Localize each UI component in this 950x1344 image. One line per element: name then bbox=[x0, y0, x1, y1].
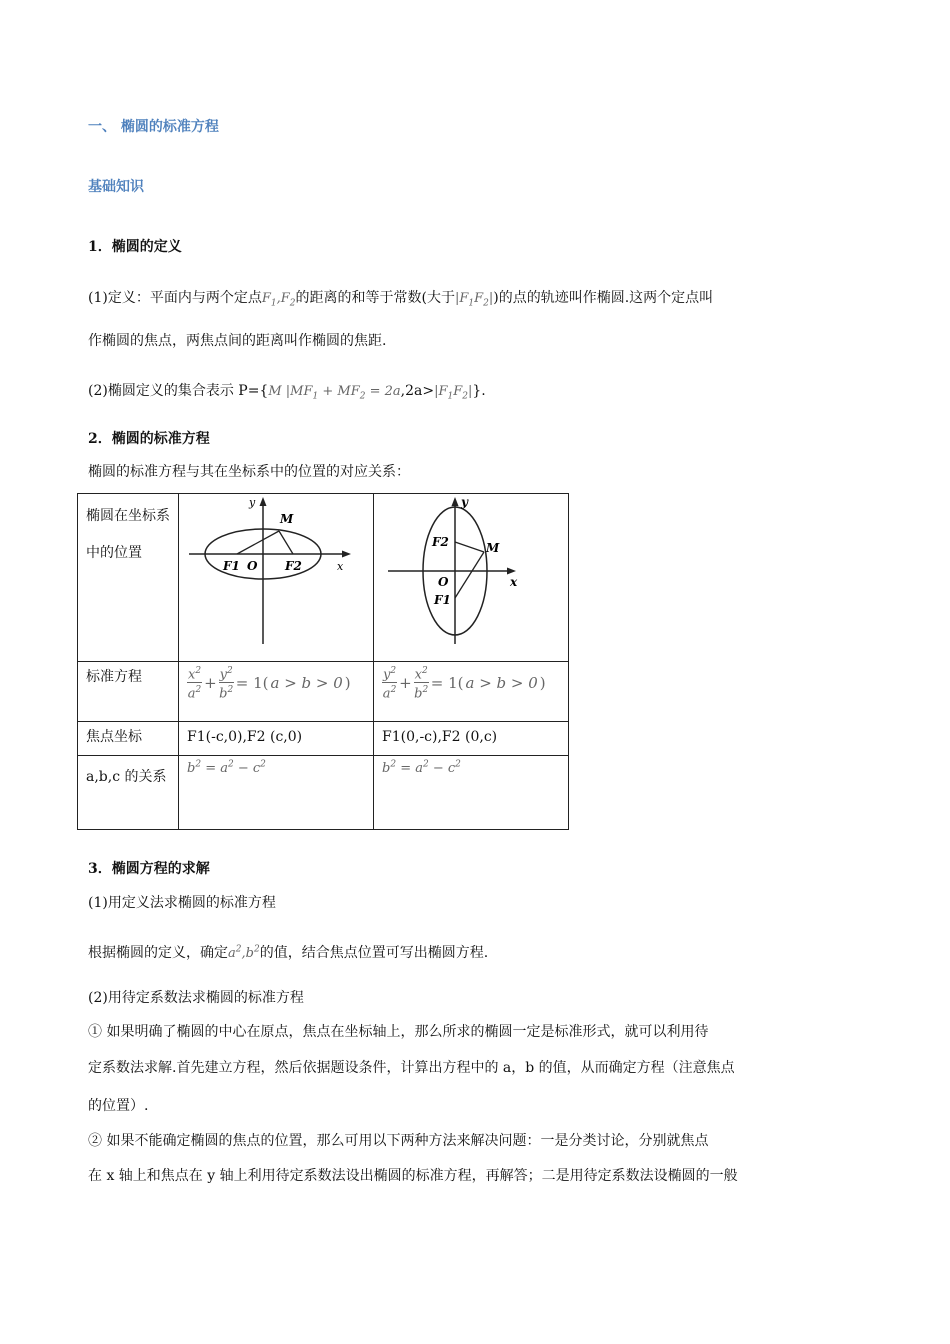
method2-para1-line1: ① 如果明确了椭圆的中心在原点，焦点在坐标轴上，那么所求的椭圆一定是标准形式，就可以利用待 bbox=[88, 1024, 709, 1040]
subsection-title: 基础知识 bbox=[88, 179, 144, 195]
method1-title: (1)用定义法求椭圆的标准方程 bbox=[88, 895, 276, 911]
fig1-f1-label: F1 bbox=[223, 559, 240, 573]
table-row bbox=[78, 756, 569, 830]
item1-heading: 1．椭圆的定义 bbox=[88, 239, 182, 255]
fig2-f1-label: F1 bbox=[434, 593, 451, 607]
equation-vertical: $\frac{y^2}{a^2}$ + $\frac{x^2}{b^2}$ = 1( a > b > 0 ) bbox=[374, 662, 569, 722]
relation-horizontal: $b^2 = a^2 - c^2$ bbox=[179, 756, 374, 830]
fig1-origin-label: O bbox=[247, 559, 258, 573]
method2-para2-line1: ② 如果不能确定椭圆的焦点的位置，那么可用以下两种方法来解决问题：一是分类讨论，分别就焦点 bbox=[88, 1133, 709, 1149]
definition-line2: 作椭圆的焦点，两焦点间的距离叫作椭圆的焦距. bbox=[88, 333, 387, 349]
row-label-equation: 标准方程 bbox=[78, 662, 179, 722]
item3-heading: 3．椭圆方程的求解 bbox=[88, 861, 210, 877]
method1-text: 根据椭圆的定义，确定$a^2,b^2$的值，结合焦点位置可写出椭圆方程. bbox=[88, 944, 489, 961]
row-label-relation: a,b,c 的关系 bbox=[78, 756, 179, 830]
figure-horizontal-ellipse bbox=[179, 494, 374, 662]
row-label-position: 椭圆在坐标系中的位置 bbox=[78, 494, 179, 662]
table-row bbox=[78, 722, 569, 756]
fig2-x-label: x bbox=[510, 575, 518, 589]
definition-line1: (1)定义：平面内与两个定点$F_1,F_2$的距离的和等于常数(大于$|F_1F_2|$)的点的轨迹叫作椭圆.这两个定点叫 bbox=[88, 290, 714, 309]
formula-a2-b2: $a^2,b^2$ bbox=[228, 944, 260, 961]
formula-f1-f2: $F_1,F_2$ bbox=[261, 291, 296, 309]
fig2-y-label: y bbox=[461, 495, 468, 509]
fig2-origin-label: O bbox=[438, 575, 449, 589]
method2-para1-line3: 的位置）. bbox=[88, 1098, 149, 1114]
horizontal-ellipse-diagram bbox=[179, 494, 373, 657]
foci-vertical: F1(0,-c),F2 (0,c) bbox=[374, 722, 569, 756]
formula-abs-f1f2-2: $|F_1F_2|$ bbox=[434, 384, 473, 402]
foci-horizontal: F1(-c,0),F2 (c,0) bbox=[179, 722, 374, 756]
figure-vertical-ellipse bbox=[374, 494, 569, 662]
ellipse-table bbox=[77, 493, 569, 830]
fig1-x-label: x bbox=[337, 560, 344, 573]
method2-title: (2)用待定系数法求椭圆的标准方程 bbox=[88, 990, 304, 1006]
fig1-m-label: M bbox=[280, 512, 294, 526]
section-title: 一、 椭圆的标准方程 bbox=[88, 119, 219, 135]
item2-heading: 2．椭圆的标准方程 bbox=[88, 431, 210, 447]
equation-horizontal: $\frac{x^2}{a^2}$ + $\frac{y^2}{b^2}$ = 1( a > b > 0 ) bbox=[179, 662, 374, 722]
set-representation: (2)椭圆定义的集合表示 P={M $|MF_1 + MF_2 = 2a,2a>|F_1F_2|$}. bbox=[88, 383, 486, 402]
table-row bbox=[78, 662, 569, 722]
method2-para2-line2: 在 x 轴上和焦点在 y 轴上利用待定系数法设出椭圆的标准方程，再解答；二是用待定系数法设椭圆的一般 bbox=[88, 1168, 738, 1184]
fig2-f2-label: F2 bbox=[432, 535, 449, 549]
formula-set-condition: M $|MF_1 + MF_2 = 2a$ bbox=[268, 384, 401, 402]
fig1-y-label: y bbox=[249, 496, 256, 509]
relation-vertical: $b^2 = a^2 - c^2$ bbox=[374, 756, 569, 830]
table-row bbox=[78, 494, 569, 662]
item2-intro: 椭圆的标准方程与其在坐标系中的位置的对应关系： bbox=[88, 464, 410, 480]
row-label-foci: 焦点坐标 bbox=[78, 722, 179, 756]
fig2-m-label: M bbox=[486, 541, 500, 555]
formula-abs-f1f2: $|F_1F_2|$ bbox=[454, 291, 494, 309]
vertical-ellipse-diagram bbox=[374, 494, 568, 657]
method2-para1-line2: 定系数法求解.首先建立方程，然后依据题设条件，计算出方程中的 a，b 的值，从而确定方程（注意焦点 bbox=[88, 1060, 735, 1076]
fig1-f2-label: F2 bbox=[285, 559, 302, 573]
